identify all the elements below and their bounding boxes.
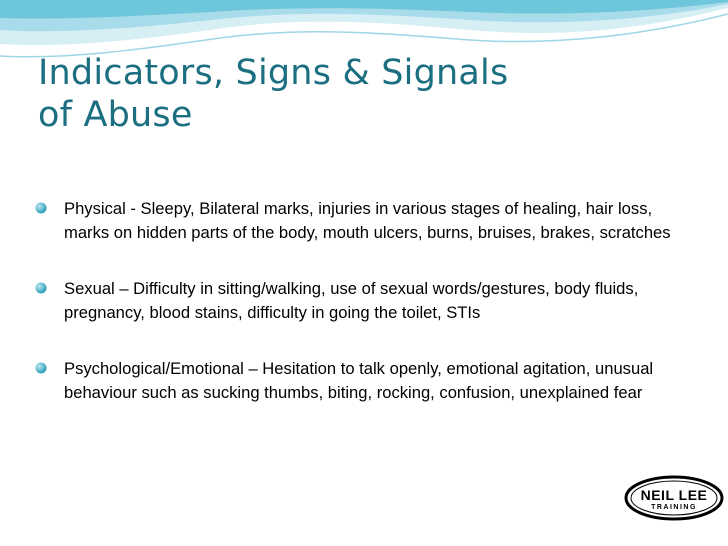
- bullet-item-psychological: [30, 357, 690, 404]
- neil-lee-training-logo: [619, 465, 728, 546]
- slide-title-line-2: of Abuse: [38, 95, 193, 135]
- bullet-text: Sexual – Difficulty in sitting/walking, use of sexual words/gestures, body fluids, pregnancy, blood stains, difficulty in going the toilet, STIs: [64, 279, 639, 322]
- logo-line-2: TRAINING: [651, 504, 697, 511]
- bullet-text: Physical - Sleepy, Bilateral marks, injuries in various stages of healing, hair loss, marks on hidden parts of the body, mouth ulcers, burns, bruises, brakes, scratches: [64, 199, 671, 242]
- bullet-item-sexual: [30, 277, 690, 324]
- bullet-dot-icon: [34, 281, 48, 295]
- bullet-item-physical: [30, 197, 690, 244]
- slide-title: [38, 52, 658, 136]
- slide-title-line-1: Indicators, Signs & Signals: [38, 53, 509, 93]
- bullet-text: Psychological/Emotional – Hesitation to talk openly, emotional agitation, unusual behaviour such as sucking thumbs, biting, rocking, confusion, unexplained fear: [64, 359, 654, 402]
- bullet-list: [30, 197, 690, 437]
- logo-line-1: NEIL LEE: [640, 487, 708, 503]
- bullet-dot-icon: [34, 361, 48, 375]
- bullet-dot-icon: [34, 201, 48, 215]
